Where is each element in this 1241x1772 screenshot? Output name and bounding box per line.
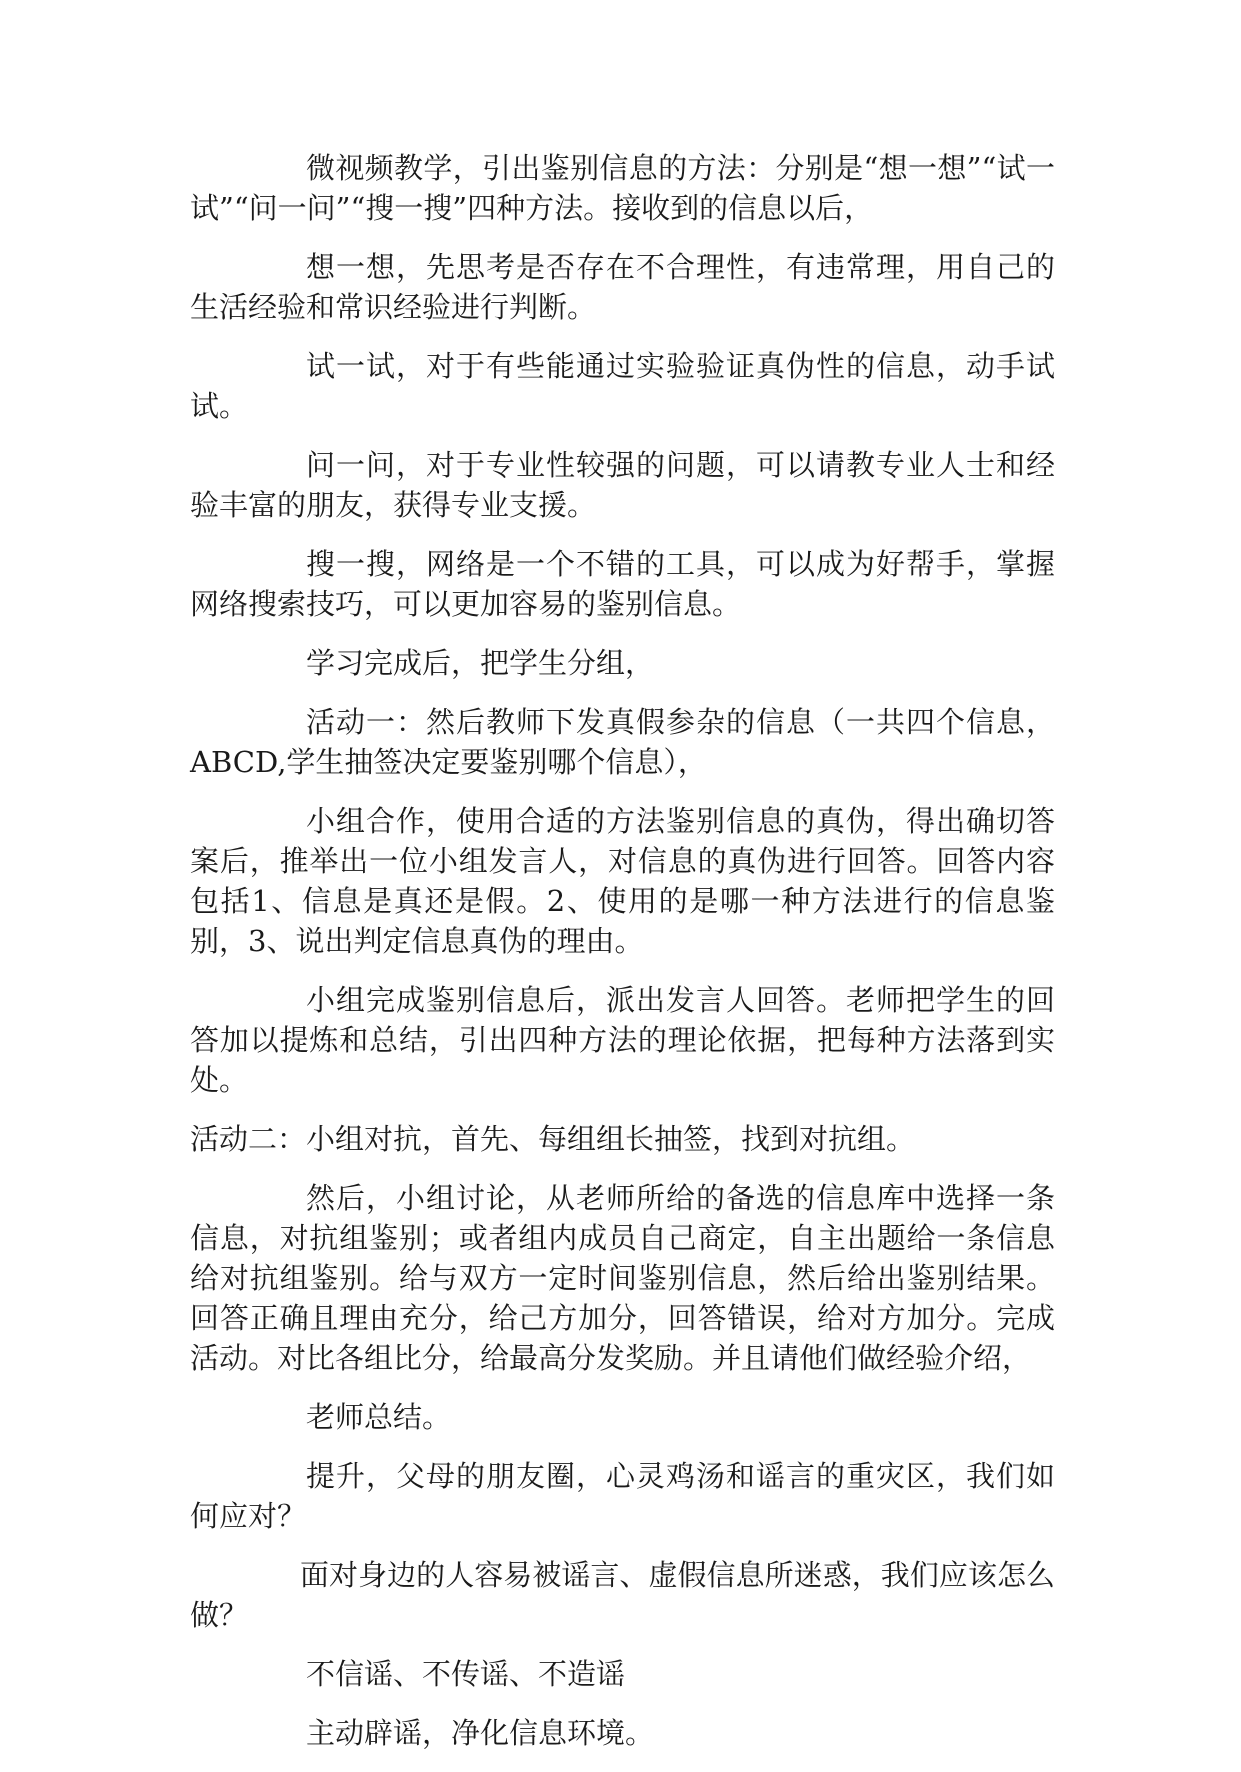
paragraph-grouping: 学习完成后，把学生分组， [306, 646, 655, 680]
document-body [190, 148, 1055, 1772]
paragraph-search: 搜一搜，网络是一个不错的工具，可以成为好帮手，掌握网络搜索技巧，可以更加容易的鉴别信息。 [190, 547, 1055, 621]
paragraph-intro-methods: 微视频教学，引出鉴别信息的方法：分别是“想一想”“试一试”“问一问”“搜一搜”四种方法。接收到的信息以后， [190, 151, 1055, 225]
paragraph-activity-one: 活动一：然后教师下发真假参杂的信息（一共四个信息，ABCD,学生抽签决定要鉴别哪个信息）， [190, 705, 1055, 779]
paragraph-group-cooperation: 小组合作，使用合适的方法鉴别信息的真伪，得出确切答案后，推举出一位小组发言人，对信息的真伪进行回答。回答内容包括1、信息是真还是假。2、使用的是哪一种方法进行的信息鉴别，3、说出判定信息真伪的理由。 [190, 804, 1055, 958]
paragraph-activity-two: 活动二：小组对抗，首先、每组组长抽签，找到对抗组。 [190, 1122, 916, 1156]
paragraph-facing-rumors: 面对身边的人容易被谣言、虚假信息所迷惑，我们应该怎么做？ [190, 1558, 1055, 1632]
paragraph-think: 想一想，先思考是否存在不合理性，有违常理，用自己的生活经验和常识经验进行判断。 [190, 250, 1055, 324]
paragraph-no-rumors: 不信谣、不传谣、不造谣 [306, 1657, 626, 1691]
paragraph-improvement: 提升，父母的朋友圈，心灵鸡汤和谣言的重灾区，我们如何应对？ [190, 1459, 1055, 1533]
paragraph-discussion: 然后，小组讨论，从老师所给的备选的信息库中选择一条信息，对抗组鉴别；或者组内成员自己商定，自主出题给一条信息给对抗组鉴别。给与双方一定时间鉴别信息，然后给出鉴别结果。回答正确且理由充分，给己方加分，回答错误，给对方加分。完成活动。对比各组比分，给最高分发奖励。并且请他们做经验介绍， [190, 1181, 1055, 1375]
paragraph-refute-rumors: 主动辟谣，净化信息环境。 [306, 1716, 655, 1750]
paragraph-try: 试一试，对于有些能通过实验验证真伪性的信息，动手试试。 [190, 349, 1055, 423]
paragraph-teacher-summary: 老师总结。 [306, 1400, 452, 1434]
paragraph-group-answer: 小组完成鉴别信息后，派出发言人回答。老师把学生的回答加以提炼和总结，引出四种方法的理论依据，把每种方法落到实处。 [190, 983, 1055, 1097]
paragraph-ask: 问一问，对于专业性较强的问题，可以请教专业人士和经验丰富的朋友，获得专业支援。 [190, 448, 1055, 522]
